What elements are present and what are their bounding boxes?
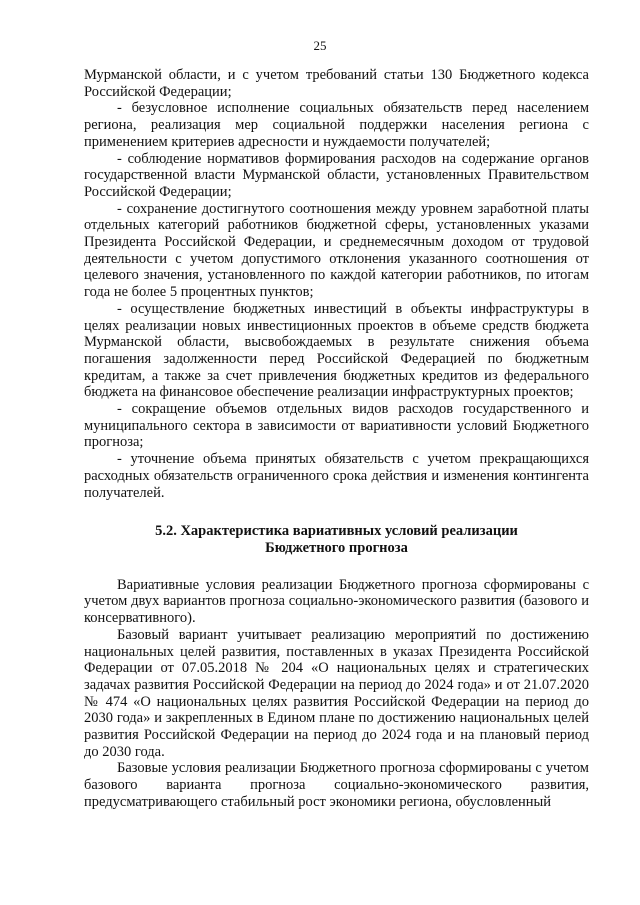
list-item-salary-ratio: - сохранение достигнутого соотношения между уровнем заработной платы отдельных категорий работников бюджетной сферы, установленных указами Президента Российской Федерации, и среднемесячным доходом от трудовой деятельности с учетом допустимого отклонения указанного соотношения от целевого значения, установленного по каждой категории работников, по итогам года не более 5 процентных пунктов; bbox=[84, 200, 589, 301]
list-item-expense-reduction: - сокращение объемов отдельных видов расходов государственного и муниципального сектора в зависимости от вариативности условий Бюджетного прогноза; bbox=[84, 401, 589, 451]
list-item-expense-norms: - соблюдение нормативов формирования расходов на содержание органов государственной власти Мурманской области, установленных Правительством Российской Федерации; bbox=[84, 150, 589, 200]
section-heading bbox=[84, 523, 589, 556]
list-item-social-obligations: - безусловное исполнение социальных обязательств перед населением региона, реализация мер социальной поддержки населения региона с применением критериев адресности и нуждаемости получателей; bbox=[84, 100, 589, 150]
document-body bbox=[84, 67, 589, 811]
section-heading-line1: 5.2. Характеристика вариативных условий реализации bbox=[155, 523, 518, 540]
page-number: 25 bbox=[313, 38, 327, 53]
paragraph-continuation: Мурманской области, и с учетом требований статьи 130 Бюджетного кодекса Российской Федерации; bbox=[84, 67, 589, 100]
list-item-obligations-review: - уточнение объема принятых обязательств с учетом прекращающихся расходных обязательств ограниченного срока действия и изменения контингента получателей. bbox=[84, 451, 589, 501]
paragraph-base-variant: Базовый вариант учитывает реализацию мероприятий по достижению национальных целей развития, поставленных в указах Президента Российской Федерации от 07.05.2018 № 204 «О национальных целях и стратегических задачах развития Российской Федерации на период до 2024 года» и от 21.07.2020 № 474 «О национальных целях развития Российской Федерации на период до 2030 года» и закрепленных в Едином плане по достижению национальных целей развития Российской Федерации на период до 2024 года и на плановый период до 2030 года. bbox=[84, 626, 589, 760]
paragraph-variant-conditions: Вариативные условия реализации Бюджетного прогноза сформированы с учетом двух вариантов прогноза социально-экономического развития (базового и консервативного). bbox=[84, 576, 589, 627]
section-heading-line2: Бюджетного прогноза bbox=[265, 539, 408, 556]
paragraph-base-conditions: Базовые условия реализации Бюджетного прогноза сформированы с учетом базового варианта прогноза социально-экономического развития, предусматривающего стабильный рост экономики региона, обусловленный bbox=[84, 760, 589, 810]
list-item-budget-investments: - осуществление бюджетных инвестиций в объекты инфраструктуры в целях реализации новых инвестиционных проектов в объеме средств бюджета Мурманской области, высвобождаемых в результате снижения объема погашения задолженности перед Российской Федерацией по бюджетным кредитам, а также за счет привлечения бюджетных кредитов из федерального бюджета на финансовое обеспечение реализации инфраструктурных проектов; bbox=[84, 300, 589, 401]
